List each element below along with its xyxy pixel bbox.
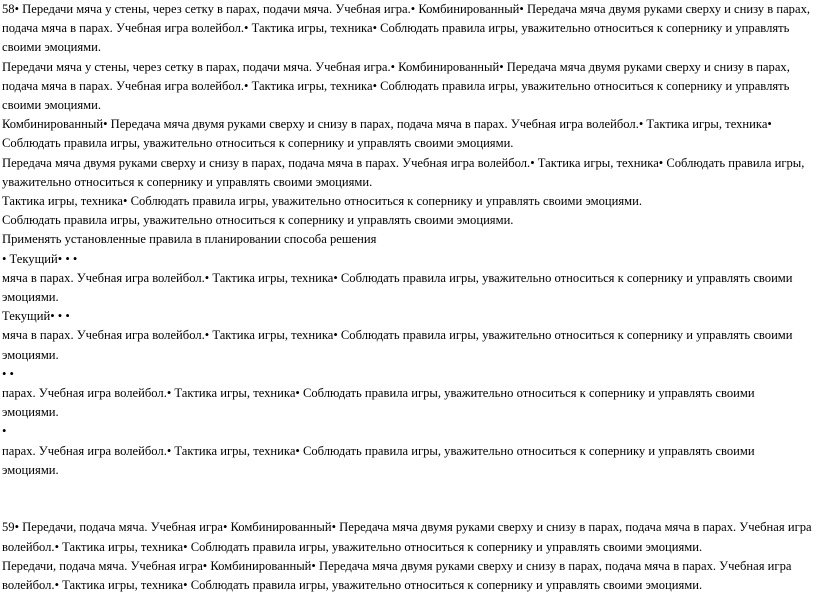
paragraph: • [2, 424, 7, 439]
paragraph: 58• Передачи мяча у стены, через сетку в парах, подачи мяча. Учебная игра.• Комбинированный• Передача мяча двумя руками сверху и снизу в парах, подача мяча в парах. Учебная игра волейбол.• Тактика игры, техника• Соблюдать правила игры, уважительно относиться к сопернику и управлять своими эмоциями. [2, 2, 811, 55]
paragraph: Комбинированный• Передача мяча двумя руками сверху и снизу в парах, подача мяча в парах. Учебная игра волейбол.• Тактика игры, техника• Соблюдать правила игры, уважительно относиться к сопернику и управлять своими эмоциями. [2, 117, 772, 151]
paragraph: Передачи мяча у стены, через сетку в парах, подачи мяча. Учебная игра.• Комбинированный• Передача мяча двумя руками сверху и снизу в парах, подача мяча в парах. Учебная игра волейбол.• Тактика игры, техника• Соблюдать правила игры, уважительно относиться к сопернику и управлять своими эмоциями. [2, 59, 790, 113]
paragraph: Соблюдать правила игры, уважительно относиться к сопернику и управлять своими эмоциями. [2, 213, 514, 228]
spacer [2, 499, 814, 518]
paragraph: Передачи, подача мяча. Учебная игра• Комбинированный• Передача мяча двумя руками сверху и снизу в парах, подача мяча в парах. Учебная игра волейбол.• Тактика игры, техника• Соблюдать правила игры, уважительно относиться к сопернику и управлять своими эмоциями. [2, 558, 792, 593]
paragraph: 59• Передачи, подача мяча. Учебная игра• Комбинированный• Передача мяча двумя руками сверху и снизу в парах, подача мяча в парах. Учебная игра волейбол.• Тактика игры, техника• Соблюдать правила игры, уважительно относиться к сопернику и управлять своими эмоциями. [2, 520, 812, 554]
paragraph: Передача мяча двумя руками сверху и снизу в парах, подача мяча в парах. Учебная игра волейбол.• Тактика игры, техника• Соблюдать правила игры, уважительно относиться к сопернику и управлять своими эмоциями. [2, 155, 805, 189]
paragraph: Текущий• • • [2, 309, 70, 324]
paragraph: парах. Учебная игра волейбол.• Тактика игры, техника• Соблюдать правила игры, уважительно относиться к сопернику и управлять своими эмоциями. [2, 443, 755, 477]
paragraph: Тактика игры, техника• Соблюдать правила игры, уважительно относиться к сопернику и управлять своими эмоциями. [2, 194, 643, 209]
paragraph: Применять установленные правила в планировании способа решения [2, 232, 377, 247]
paragraph: мяча в парах. Учебная игра волейбол.• Тактика игры, техника• Соблюдать правила игры, уважительно относиться к сопернику и управлять своими эмоциями. [2, 270, 793, 305]
paragraph: • • [2, 366, 14, 381]
document-page [2, 0, 814, 595]
paragraph: • Текущий• • • [2, 251, 78, 266]
paragraph: парах. Учебная игра волейбол.• Тактика игры, техника• Соблюдать правила игры, уважительно относиться к сопернику и управлять своими эмоциями. [2, 386, 755, 420]
spacer [2, 480, 814, 499]
paragraph: мяча в парах. Учебная игра волейбол.• Тактика игры, техника• Соблюдать правила игры, уважительно относиться к сопернику и управлять своими эмоциями. [2, 328, 793, 362]
